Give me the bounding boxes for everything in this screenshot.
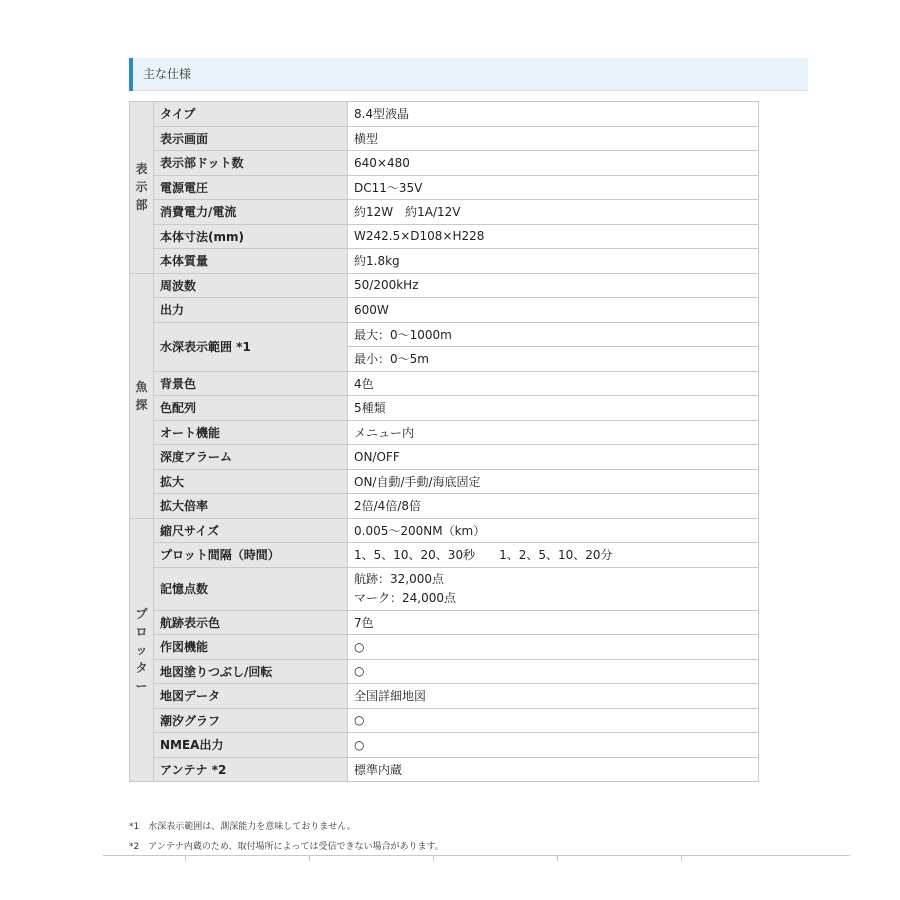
spec-value: DC11〜35V (348, 175, 759, 200)
category-cell (130, 102, 154, 274)
section-header (129, 58, 808, 91)
spec-value: 7色 (348, 610, 759, 635)
spec-label: 拡大 (154, 469, 348, 494)
spec-row (130, 322, 759, 347)
spec-row (130, 567, 759, 610)
category-char: 表 (135, 162, 148, 177)
spec-row (130, 420, 759, 445)
spec-row (130, 543, 759, 568)
spec-label: 記憶点数 (154, 567, 348, 610)
spec-value: W242.5×D108×H228 (348, 224, 759, 249)
category-char: ッ (135, 642, 148, 657)
spec-value: 約1.8kg (348, 249, 759, 274)
spec-value: ON/自動/手動/海底固定 (348, 469, 759, 494)
spec-value: 最小：0〜5m (348, 347, 759, 372)
divider-tick (433, 856, 434, 861)
spec-row (130, 396, 759, 421)
spec-label: 出力 (154, 298, 348, 323)
spec-row (130, 298, 759, 323)
spec-value: メニュー内 (348, 420, 759, 445)
spec-value: 最大：0〜1000m (348, 322, 759, 347)
spec-label: オート機能 (154, 420, 348, 445)
spec-value: ○ (348, 635, 759, 660)
spec-value: 640×480 (348, 151, 759, 176)
category-char: タ (135, 660, 148, 675)
spec-label: プロット間隔（時間） (154, 543, 348, 568)
spec-label: 拡大倍率 (154, 494, 348, 519)
category-char: ー (135, 678, 148, 693)
spec-row (130, 708, 759, 733)
spec-row (130, 494, 759, 519)
spec-row (130, 102, 759, 127)
spec-row (130, 175, 759, 200)
spec-label: 深度アラーム (154, 445, 348, 470)
spec-row (130, 151, 759, 176)
divider-tick (309, 856, 310, 861)
spec-value: 横型 (348, 126, 759, 151)
spec-value: 2倍/4倍/8倍 (348, 494, 759, 519)
spec-value-line: 航跡：32,000点 (354, 571, 444, 586)
spec-label: 色配列 (154, 396, 348, 421)
spec-label: NMEA出力 (154, 733, 348, 758)
spec-label: 地図データ (154, 684, 348, 709)
section-header-underline (133, 90, 808, 91)
spec-value: 4色 (348, 371, 759, 396)
spec-label: 本体寸法(mm) (154, 224, 348, 249)
spec-row (130, 445, 759, 470)
spec-row (130, 249, 759, 274)
spec-row (130, 518, 759, 543)
spec-row (130, 757, 759, 782)
divider-tick (681, 856, 682, 861)
spec-row (130, 200, 759, 225)
spec-label: 潮汐グラフ (154, 708, 348, 733)
page-bottom-divider (103, 855, 850, 861)
spec-value: 50/200kHz (348, 273, 759, 298)
footnote-2: *2 アンテナ内蔵のため、取付場所によっては受信できない場合があります。 (129, 842, 444, 852)
spec-row (130, 610, 759, 635)
spec-row (130, 273, 759, 298)
spec-value: 600W (348, 298, 759, 323)
divider-tick (185, 856, 186, 861)
spec-label: 表示画面 (154, 126, 348, 151)
spec-value-line: マーク：24,000点 (354, 590, 456, 605)
footnote-1: *1 水深表示範囲は、測深能力を意味しておりません。 (129, 822, 356, 832)
spec-value: 標準内蔵 (348, 757, 759, 782)
spec-table-body (130, 102, 759, 782)
spec-label: 縮尺サイズ (154, 518, 348, 543)
spec-label: 地図塗りつぶし/回転 (154, 659, 348, 684)
category-char: 示 (135, 180, 148, 195)
spec-label: 背景色 (154, 371, 348, 396)
spec-label: 消費電力/電流 (154, 200, 348, 225)
spec-value: ○ (348, 733, 759, 758)
spec-label: 表示部ドット数 (154, 151, 348, 176)
spec-value: 約12W 約1A/12V (348, 200, 759, 225)
spec-row (130, 469, 759, 494)
spec-row (130, 659, 759, 684)
spec-row (130, 684, 759, 709)
section-title: 主な仕様 (143, 67, 192, 81)
spec-label: 水深表示範囲 *1 (154, 322, 348, 371)
spec-row (130, 635, 759, 660)
category-cell (130, 273, 154, 518)
divider-tick (557, 856, 558, 861)
spec-value: ○ (348, 659, 759, 684)
category-char: プ (135, 606, 148, 621)
spec-value: ○ (348, 708, 759, 733)
category-char: ロ (135, 624, 148, 639)
category-char: 部 (135, 198, 148, 213)
spec-value: 0.005〜200NM（km） (348, 518, 759, 543)
spec-value: ON/OFF (348, 445, 759, 470)
category-cell (130, 518, 154, 782)
spec-row (130, 371, 759, 396)
spec-value: 5種類 (348, 396, 759, 421)
spec-label: 作図機能 (154, 635, 348, 660)
spec-value (348, 567, 759, 610)
spec-label: タイプ (154, 102, 348, 127)
spec-label: 本体質量 (154, 249, 348, 274)
spec-row (130, 733, 759, 758)
category-char: 魚 (135, 379, 148, 394)
spec-value: 1、5、10、20、30秒 1、2、5、10、20分 (348, 543, 759, 568)
spec-label: 周波数 (154, 273, 348, 298)
spec-label: 電源電圧 (154, 175, 348, 200)
category-char: 探 (135, 397, 148, 412)
spec-label: 航跡表示色 (154, 610, 348, 635)
spec-row (130, 126, 759, 151)
spec-value: 全国詳細地図 (348, 684, 759, 709)
spec-row (130, 224, 759, 249)
spec-table (129, 101, 759, 782)
spec-label: アンテナ *2 (154, 757, 348, 782)
spec-value: 8.4型液晶 (348, 102, 759, 127)
